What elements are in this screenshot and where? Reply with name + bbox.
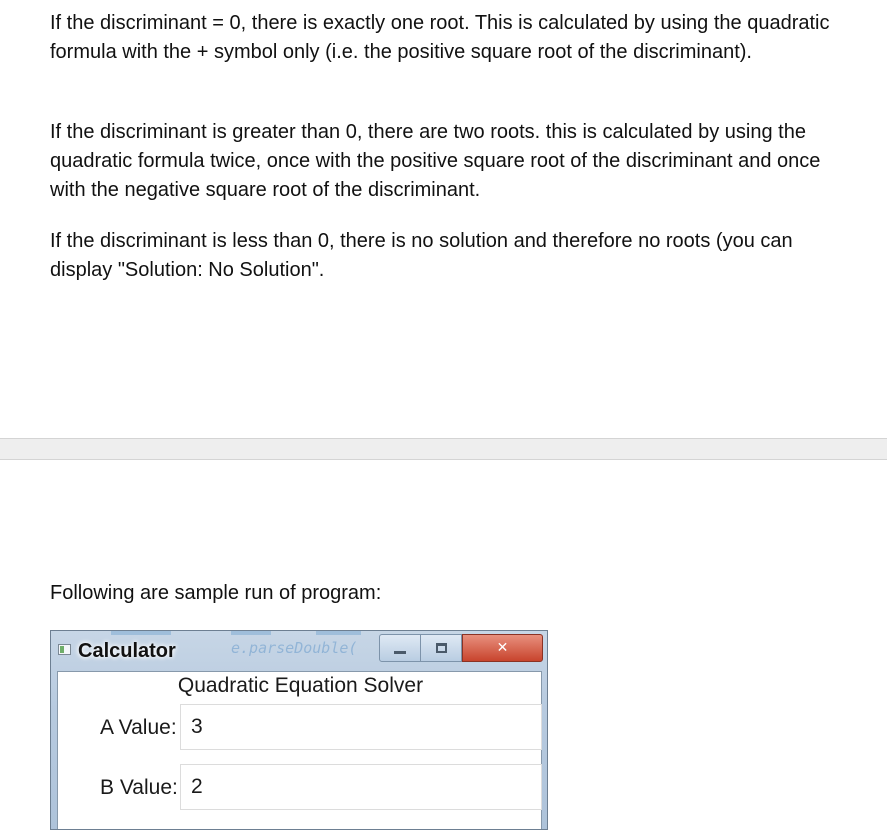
background-blur-band — [111, 631, 171, 635]
paragraph-two-roots: If the discriminant is greater than 0, there are two roots. this is calculated by using the quadratic formula twice, once with the positive square root of the discriminant and once with the negative square root of the discriminant. — [50, 121, 821, 201]
background-code-text: e.parseDouble( — [231, 639, 358, 657]
page-break — [0, 438, 887, 460]
minimize-button[interactable] — [379, 634, 421, 662]
a-value-label: A Value: — [100, 716, 177, 739]
paragraph-no-roots: If the discriminant is less than 0, there is no solution and therefore no roots (you can display "Solution: No Solution". — [50, 230, 793, 281]
b-value-label: B Value: — [100, 776, 178, 799]
window-title: Calculator — [78, 640, 176, 662]
a-value-input[interactable] — [180, 704, 542, 750]
maximize-button[interactable] — [420, 634, 462, 662]
minimize-icon — [394, 651, 406, 654]
background-blur-band — [316, 631, 361, 635]
b-value-input[interactable] — [180, 764, 542, 810]
solver-heading: Quadratic Equation Solver — [177, 674, 424, 697]
paragraph-sample-run: Following are sample run of program: — [50, 582, 382, 604]
maximize-icon — [436, 643, 447, 653]
calculator-window — [50, 630, 548, 830]
calculator-client-area — [57, 671, 542, 830]
paragraph-one-root: If the discriminant = 0, there is exactly one root. This is calculated by using the quadratic formula with the + symbol only (i.e. the positive square root of the discriminant). — [50, 12, 830, 63]
window-app-icon — [58, 644, 71, 655]
background-blur-band — [231, 631, 271, 635]
close-icon: ✕ — [496, 640, 509, 656]
close-button[interactable] — [462, 634, 543, 662]
